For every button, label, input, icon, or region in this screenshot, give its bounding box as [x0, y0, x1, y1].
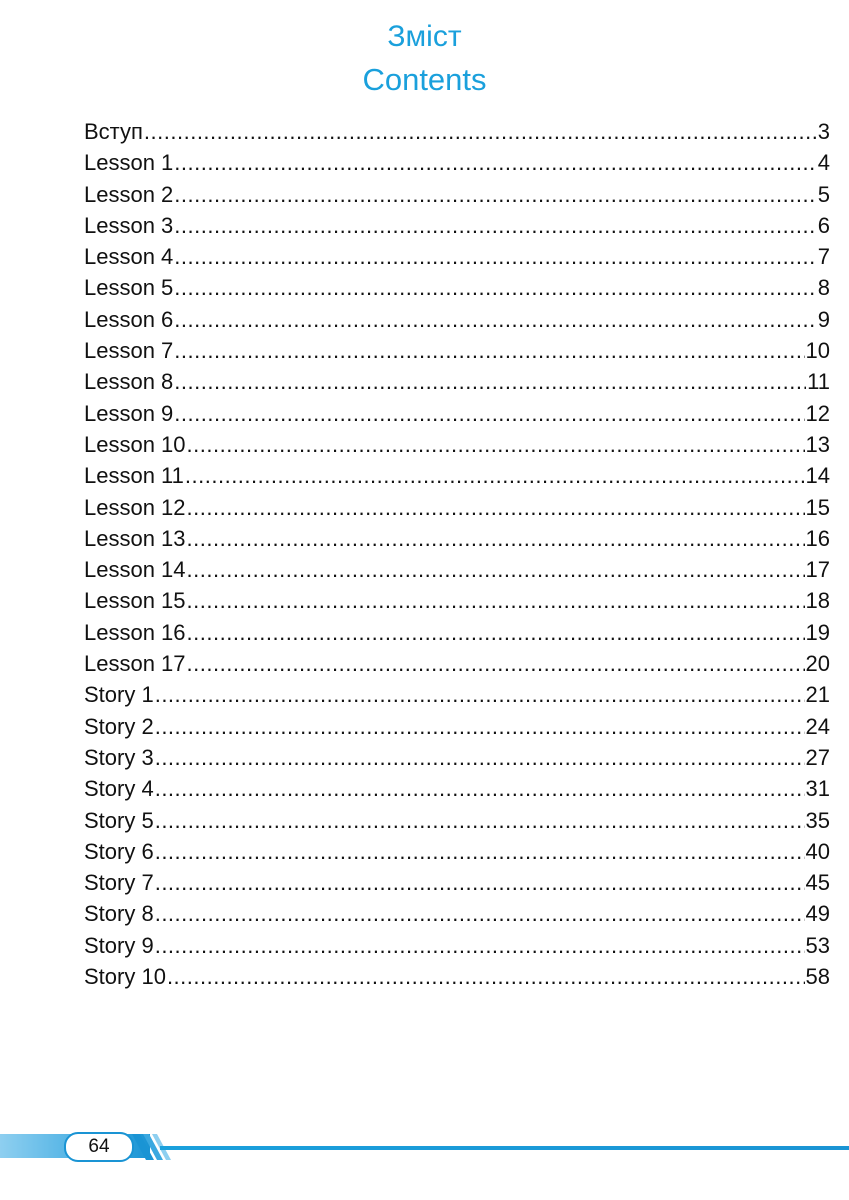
- toc-entry[interactable]: [84, 867, 830, 898]
- toc-entry-page-number: 12: [805, 400, 830, 426]
- toc-dot-leader: [187, 554, 805, 585]
- toc-entry-page-number: 27: [805, 744, 830, 770]
- toc-dot-leader: [187, 523, 805, 554]
- toc-entry-page-number: 3: [817, 119, 830, 144]
- toc-entry-page-number: 35: [805, 807, 830, 833]
- toc-entry-label: Story 4: [84, 776, 154, 802]
- toc-entry-page-number: 20: [805, 651, 830, 677]
- toc-entry-label: Lesson 8: [84, 369, 174, 395]
- toc-entry-page-number: 15: [805, 494, 830, 520]
- toc-entry-page-number: 10: [805, 338, 830, 364]
- toc-entry-label: Story 6: [84, 838, 154, 864]
- toc-dot-leader: [155, 867, 805, 898]
- toc-entry-label: Lesson 12: [84, 494, 186, 520]
- toc-entry-label: Lesson 15: [84, 588, 186, 614]
- toc-entry-label: Lesson 7: [84, 338, 174, 364]
- toc-entry[interactable]: [84, 304, 830, 335]
- toc-entry-label: Lesson 14: [84, 557, 186, 583]
- toc-entry[interactable]: [84, 805, 830, 836]
- toc-entry[interactable]: [84, 742, 830, 773]
- toc-entry-page-number: 24: [805, 713, 830, 739]
- toc-dot-leader: [187, 429, 805, 460]
- toc-dot-leader: [155, 930, 805, 961]
- toc-entry[interactable]: [84, 429, 830, 460]
- toc-entry-label: Lesson 10: [84, 431, 186, 457]
- toc-entry[interactable]: [84, 179, 830, 210]
- toc-entry[interactable]: [84, 617, 830, 648]
- toc-dot-leader: [155, 679, 805, 710]
- toc-entry[interactable]: [84, 773, 830, 804]
- footer-line: [160, 1146, 849, 1150]
- toc-entry-page-number: 16: [805, 525, 830, 551]
- toc-entry[interactable]: [84, 585, 830, 616]
- toc-dot-leader: [155, 805, 805, 836]
- toc-dot-leader: [155, 836, 805, 867]
- toc-dot-leader: [187, 492, 805, 523]
- toc-entry-page-number: 21: [805, 682, 830, 708]
- toc-entry-label: Story 2: [84, 713, 154, 739]
- toc-entry-page-number: 11: [807, 369, 830, 395]
- toc-entry-label: Вступ: [84, 119, 143, 144]
- toc-dot-leader: [144, 116, 817, 147]
- toc-entry[interactable]: [84, 147, 830, 178]
- toc-entry-label: Story 10: [84, 964, 166, 990]
- toc-dot-leader: [174, 304, 816, 335]
- toc-entry[interactable]: [84, 554, 830, 585]
- toc-entry-page-number: 8: [817, 275, 830, 301]
- toc-entry-label: Lesson 1: [84, 150, 174, 176]
- toc-entry-page-number: 18: [805, 588, 830, 614]
- toc-entry-label: Lesson 11: [84, 463, 184, 489]
- toc-entry[interactable]: [84, 116, 830, 147]
- toc-entry[interactable]: [84, 272, 830, 303]
- toc-entry[interactable]: [84, 241, 830, 272]
- page-number-badge: 64: [64, 1132, 134, 1162]
- toc-entry-page-number: 31: [805, 776, 830, 802]
- toc-dot-leader: [155, 711, 805, 742]
- toc-entry-label: Lesson 17: [84, 651, 186, 677]
- toc-entry[interactable]: [84, 679, 830, 710]
- toc-entry-page-number: 49: [805, 901, 830, 927]
- page-title-english: Contents: [362, 62, 487, 97]
- toc-entry-label: Lesson 13: [84, 525, 186, 551]
- toc-entry[interactable]: [84, 335, 830, 366]
- toc-entry[interactable]: [84, 836, 830, 867]
- toc-entry-page-number: 45: [805, 870, 830, 896]
- toc-entry[interactable]: [84, 711, 830, 742]
- toc-entry-label: Story 8: [84, 901, 154, 927]
- toc-dot-leader: [155, 742, 805, 773]
- toc-entry[interactable]: [84, 366, 830, 397]
- toc-entry-page-number: 6: [817, 212, 830, 238]
- toc-entry[interactable]: [84, 961, 830, 992]
- toc-entry[interactable]: [84, 523, 830, 554]
- toc-dot-leader: [174, 398, 804, 429]
- toc-dot-leader: [174, 147, 816, 178]
- toc-dot-leader: [187, 585, 805, 616]
- toc-entry-label: Lesson 4: [84, 244, 174, 270]
- toc-entry-label: Lesson 2: [84, 181, 174, 207]
- toc-dot-leader: [174, 210, 816, 241]
- toc-dot-leader: [155, 773, 805, 804]
- table-of-contents: [84, 116, 830, 992]
- toc-entry-page-number: 19: [805, 619, 830, 645]
- toc-entry-label: Story 5: [84, 807, 154, 833]
- toc-entry-page-number: 14: [805, 463, 830, 489]
- toc-entry-page-number: 17: [805, 557, 830, 583]
- toc-dot-leader: [174, 272, 816, 303]
- toc-dot-leader: [185, 460, 805, 491]
- toc-entry-label: Lesson 3: [84, 212, 174, 238]
- toc-entry-label: Lesson 16: [84, 619, 186, 645]
- toc-dot-leader: [174, 366, 806, 397]
- toc-entry-label: Lesson 6: [84, 306, 174, 332]
- toc-entry-label: Lesson 5: [84, 275, 174, 301]
- toc-entry[interactable]: [84, 210, 830, 241]
- toc-dot-leader: [187, 648, 805, 679]
- toc-entry[interactable]: [84, 898, 830, 929]
- toc-entry-label: Lesson 9: [84, 400, 174, 426]
- toc-entry-page-number: 53: [805, 932, 830, 958]
- toc-entry-label: Story 3: [84, 744, 154, 770]
- toc-entry[interactable]: [84, 460, 830, 491]
- toc-entry[interactable]: [84, 930, 830, 961]
- toc-entry-page-number: 58: [805, 964, 830, 990]
- toc-entry-label: Story 1: [84, 682, 154, 708]
- toc-dot-leader: [174, 241, 816, 272]
- page-title-ukrainian: Зміст: [387, 20, 462, 53]
- toc-entry-page-number: 9: [817, 306, 830, 332]
- toc-entry-page-number: 7: [817, 244, 830, 270]
- footer-bar: [0, 1128, 849, 1162]
- toc-entry-page-number: 40: [805, 838, 830, 864]
- toc-entry-label: Story 7: [84, 870, 154, 896]
- toc-entry-page-number: 4: [817, 150, 830, 176]
- toc-entry[interactable]: [84, 648, 830, 679]
- toc-entry-label: Story 9: [84, 932, 154, 958]
- toc-dot-leader: [155, 898, 805, 929]
- toc-entry-page-number: 13: [805, 431, 830, 457]
- toc-dot-leader: [174, 335, 804, 366]
- toc-entry-page-number: 5: [817, 181, 830, 207]
- toc-entry[interactable]: [84, 492, 830, 523]
- toc-dot-leader: [174, 179, 816, 210]
- toc-entry[interactable]: [84, 398, 830, 429]
- toc-dot-leader: [167, 961, 805, 992]
- toc-dot-leader: [187, 617, 805, 648]
